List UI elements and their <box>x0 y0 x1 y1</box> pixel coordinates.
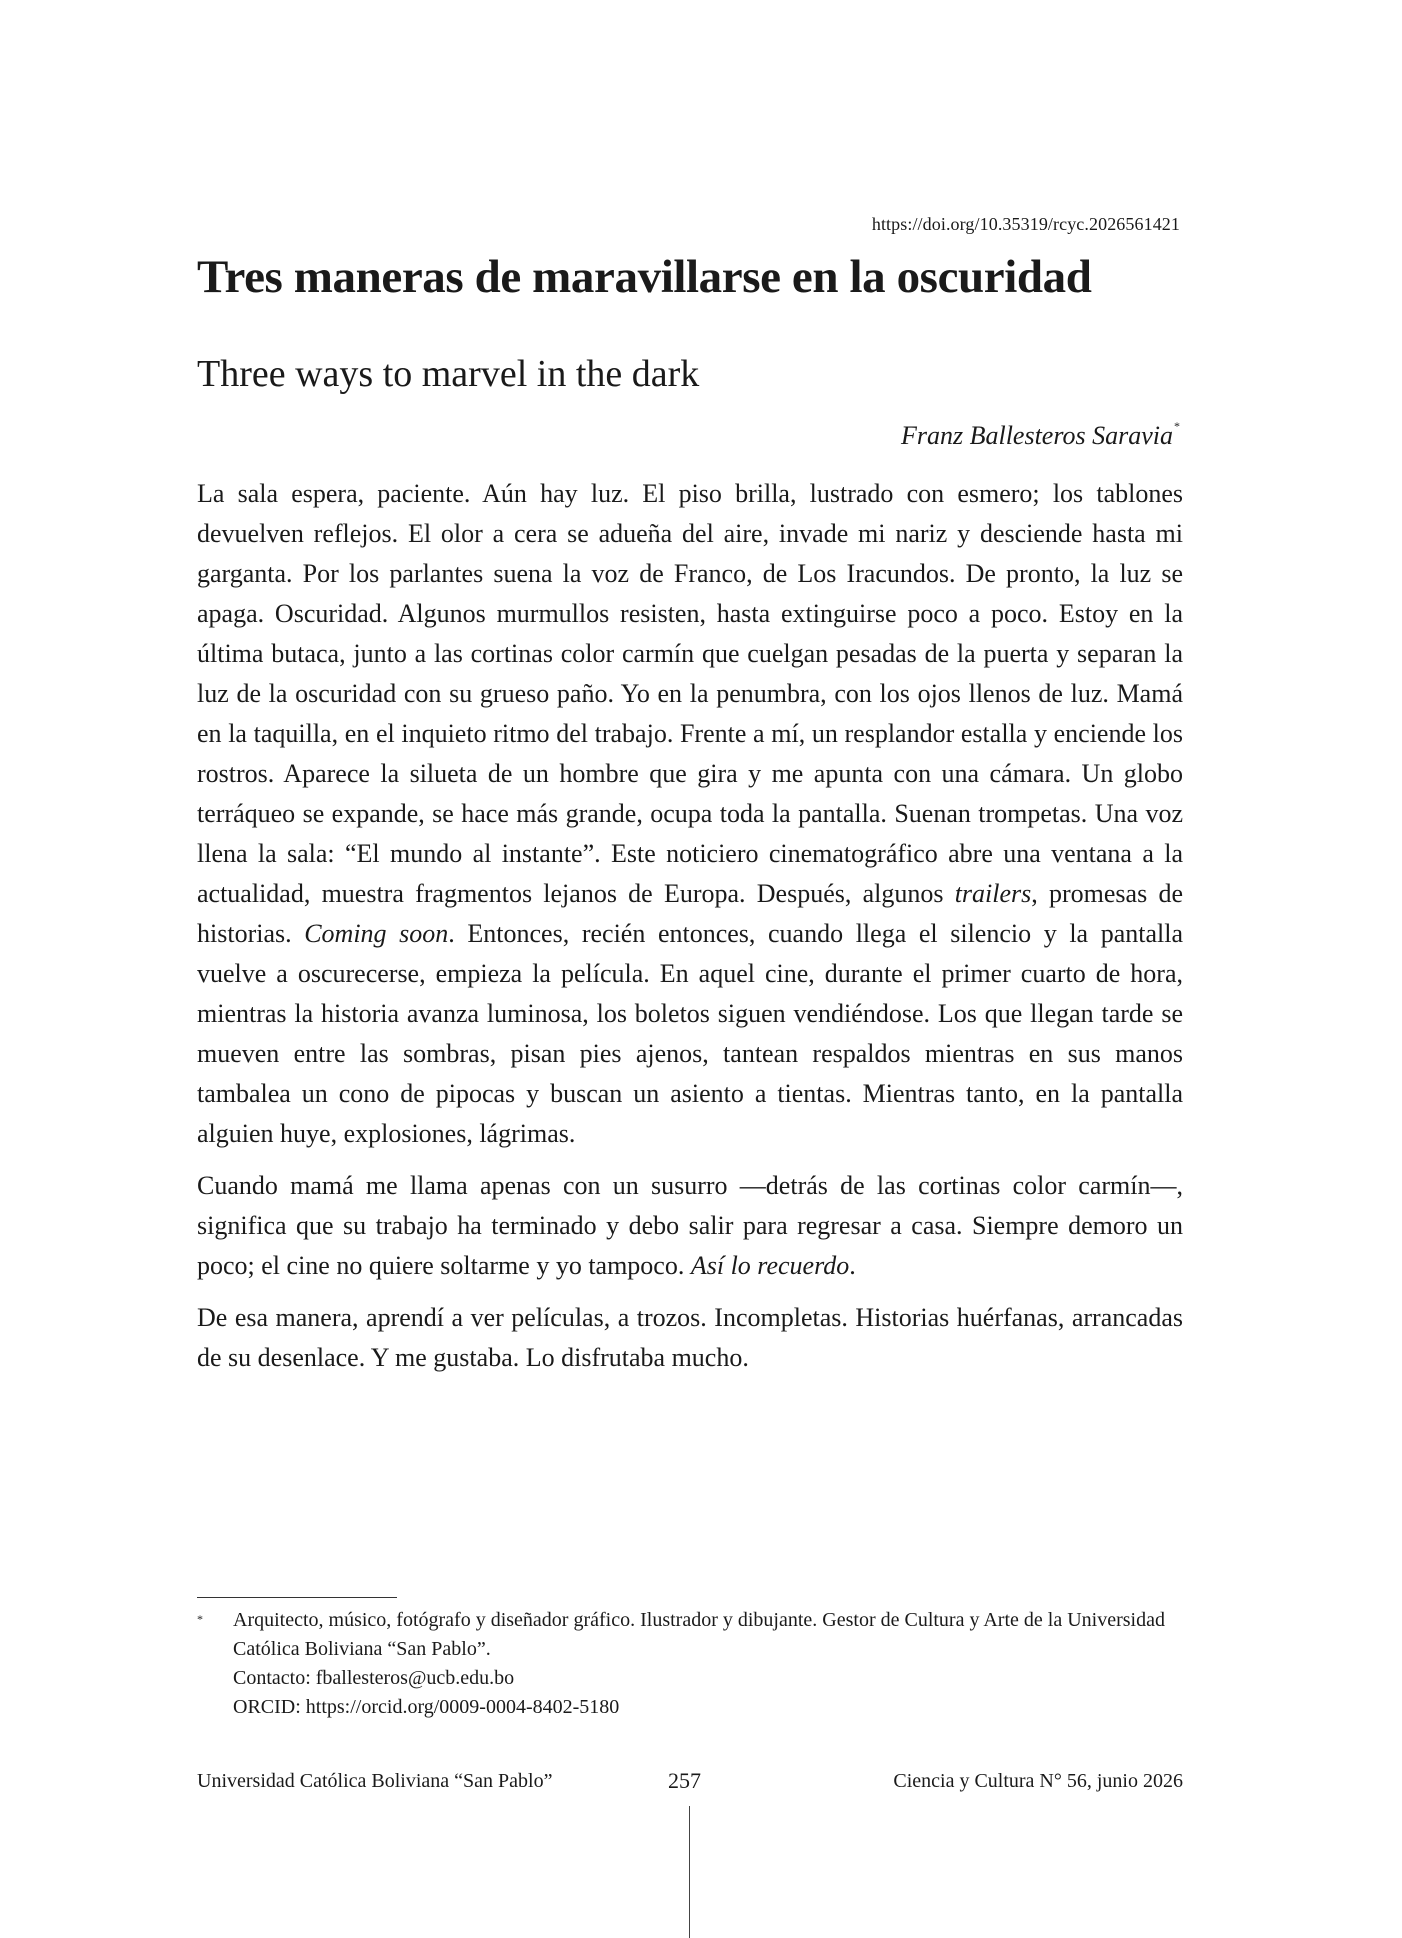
paragraph-1-text-c: . Entonces, recién entonces, cuando llega el silencio y la pantalla vuelve a oscurecerse, empieza la película. En aquel cine, durante el primer cuarto de hora, mientras la historia avanza luminosa, los boletos siguen vendiéndose. Los que llegan tarde se mueven entre las sombras, pisan pies ajenos, tantean respaldos mientras en sus manos tambalea un cono de pipocas y buscan un asiento a tientas. Mientras tanto, en la pantalla alguien huye, explosiones, lágrimas. <box>197 919 1183 1148</box>
footnote-rule <box>197 1597 397 1598</box>
paragraph-3: De esa manera, aprendí a ver películas, a trozos. Incompletas. Historias huérfanas, arrancadas de su desenlace. Y me gustaba. Lo disfrutaba mucho. <box>197 1303 1183 1372</box>
article-body <box>197 474 1183 1390</box>
footnote-body <box>233 1606 1183 1722</box>
page-center-rule <box>689 1806 690 1938</box>
page-footer <box>197 1770 1183 1800</box>
paragraph-1-emphasis-coming-soon: Coming soon <box>304 919 449 948</box>
article-title: Tres maneras de maravillarse en la oscuridad <box>197 251 1092 303</box>
footnote-bio: Arquitecto, músico, fotógrafo y diseñador gráfico. Ilustrador y dibujante. Gestor de Cultura y Arte de la Universidad Católica Boliviana “San Pablo”. <box>233 1609 1165 1660</box>
footnote-orcid[interactable]: ORCID: https://orcid.org/0009-0004-8402-5180 <box>233 1696 620 1718</box>
paragraph-1-text-b: , promesas de historias. <box>197 879 1183 948</box>
author-name: Franz Ballesteros Saravia <box>900 421 1173 450</box>
footer-institution: Universidad Católica Boliviana “San Pablo” <box>197 1770 553 1792</box>
paragraph-2-text-b: . <box>849 1251 856 1280</box>
footnote <box>197 1606 1183 1722</box>
author-footnote-mark[interactable]: * <box>1174 419 1180 433</box>
paragraph-2-text-a: Cuando mamá me llama apenas con un susurro —detrás de las cortinas color carmín—, significa que su trabajo ha terminado y debo salir para regresar a casa. Siempre demoro un poco; el cine no quiere soltarme y yo tampoco. <box>197 1171 1183 1280</box>
footnote-contact[interactable]: Contacto: fballesteros@ucb.edu.bo <box>233 1667 515 1689</box>
paragraph-2 <box>197 1166 1183 1286</box>
doi-link[interactable]: https://doi.org/10.35319/rcyc.2026561421 <box>871 214 1180 234</box>
paragraph-1 <box>197 474 1183 1154</box>
page-number: 257 <box>668 1768 701 1793</box>
paragraph-2-emphasis: Así lo recuerdo <box>690 1251 850 1280</box>
paragraph-1-emphasis-trailers: trailers <box>954 879 1032 908</box>
author-line <box>901 421 1180 451</box>
footer-journal: Ciencia y Cultura N° 56, junio 2026 <box>893 1770 1183 1792</box>
footnote-mark: * <box>197 1612 203 1626</box>
article-subtitle: Three ways to marvel in the dark <box>197 353 700 395</box>
paragraph-1-text-a: La sala espera, paciente. Aún hay luz. El piso brilla, lustrado con esmero; los tablones devuelven reflejos. El olor a cera se adueña del aire, invade mi nariz y desciende hasta mi garganta. Por los parlantes suena la voz de Franco, de Los Iracundos. De pronto, la luz se apaga. Oscuridad. Algunos murmullos resisten, hasta extinguirse poco a poco. Estoy en la última butaca, junto a las cortinas color carmín que cuelgan pesadas de la puerta y separan la luz de la oscuridad con su grueso paño. Yo en la penumbra, con los ojos llenos de luz. Mamá en la taquilla, en el inquieto ritmo del trabajo. Frente a mí, un resplandor estalla y enciende los rostros. Aparece la silueta de un hombre que gira y me apunta con una cámara. Un globo terráqueo se expande, se hace más grande, ocupa toda la pantalla. Suenan trompetas. Una voz llena la sala: “El mundo al instante”. Este noticiero cinematográfico abre una ventana a la actualidad, muestra fragmentos lejanos de Europa. Después, algunos <box>197 479 1183 908</box>
